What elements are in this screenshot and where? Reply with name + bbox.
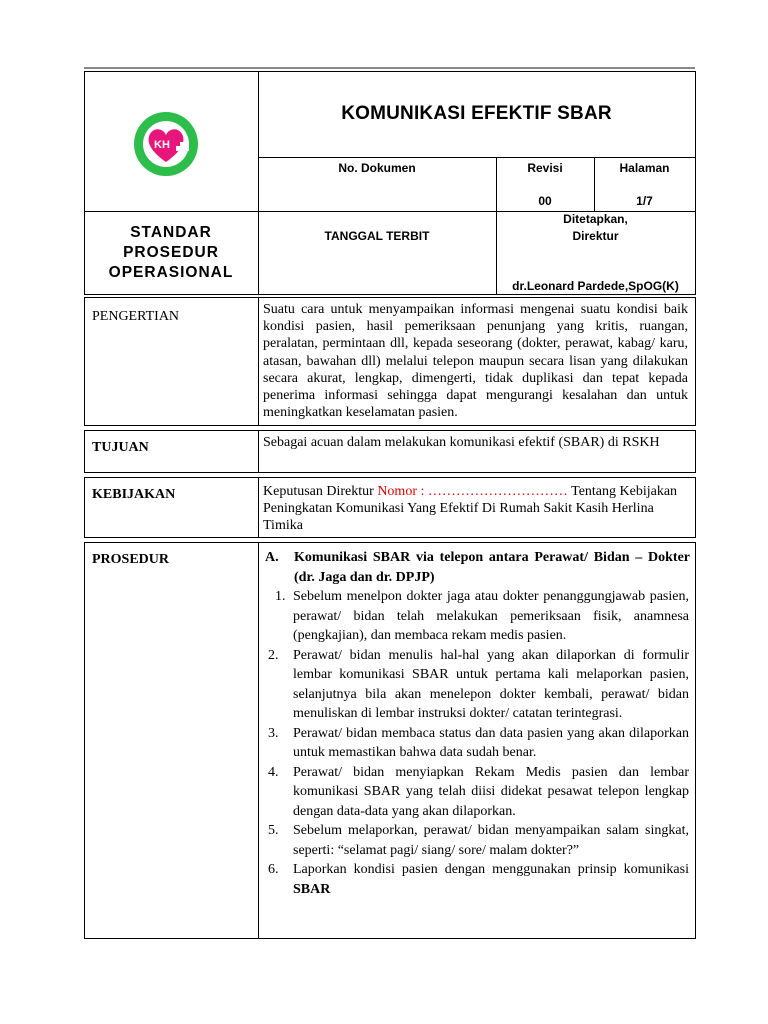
kebijakan-text-before: Keputusan Direktur	[263, 484, 378, 499]
header-bottom-border	[84, 294, 696, 295]
prosedur-step-list	[265, 587, 689, 899]
prosedur-step	[265, 821, 689, 860]
tujuan-bottom-border	[84, 472, 696, 473]
kebijakan-left-border	[84, 477, 85, 538]
tujuan-text: Sebagai acuan dalam melakukan komunikasi efektif (SBAR) di RSKH	[263, 435, 660, 450]
kebijakan-col-divider	[258, 477, 259, 538]
prosedur-step-text: Perawat/ bidan membaca status dan data pasien yang akan dilaporkan untuk memastikan bahwa data sudah benar.	[293, 725, 689, 760]
prosedur-step-text: Perawat/ bidan menulis hal-hal yang akan dilaporkan di formulir lembar komunikasi SBAR untuk pertama kali melaporkan pasien, selanjutnya bila akan menelepon dokter kembali, perawat/ bidan menuliskan di lembar instruksi dokter/ catatan terintegrasi.	[293, 647, 689, 721]
halaman-value: 1/7	[636, 194, 653, 208]
prosedur-top-border	[84, 542, 696, 543]
direktur-label: Direktur	[572, 229, 619, 243]
kebijakan-nomor-dots: …………………………	[427, 484, 568, 499]
prosedur-step-number: 5.	[268, 823, 279, 838]
prosedur-step-text: Sebelum melaporkan, perawat/ bidan menyampaikan salam singkat, seperti: “selamat pagi/ siang/ sore/ malam dokter?”	[293, 823, 689, 858]
tujuan-top-border	[84, 430, 696, 431]
kebijakan-text	[263, 483, 688, 535]
prosedur-step	[265, 724, 689, 763]
prosedur-step	[265, 763, 689, 822]
tujuan-right-border	[695, 430, 696, 473]
sop-title-line-3: OPERASIONAL	[108, 264, 234, 281]
header-row-divider-1	[258, 157, 695, 158]
direktur-name: dr.Leonard Pardede,SpOG(K)	[512, 279, 679, 293]
revisi-value: 00	[538, 194, 552, 208]
ditetapkan-label: Ditetapkan,	[563, 212, 628, 226]
pengertian-col-divider	[258, 297, 259, 426]
pengertian-label: PENGERTIAN	[92, 309, 180, 324]
kebijakan-label: KEBIJAKAN	[92, 487, 176, 502]
no-dokumen-label: No. Dokumen	[338, 161, 416, 175]
prosedur-step-number: 4.	[268, 764, 279, 780]
tujuan-col-divider	[258, 430, 259, 473]
prosedur-heading-text: Komunikasi SBAR via telepon antara Perawat/ Bidan – Dokter (dr. Jaga dan dr. DPJP)	[294, 550, 690, 585]
prosedur-step-text: Sebelum menelpon dokter jaga atau dokter penanggungjawab pasien, perawat/ bidan telah melakukan pemeriksaan fisik, anamnesa (pengkajian), dan membaca rekam medis pasien.	[293, 589, 689, 643]
kebijakan-nomor-label: Nomor :	[377, 484, 428, 499]
pengertian-text: Suatu cara untuk menyampaikan informasi mengenai suatu kondisi baik kondisi pasien, hasil pemeriksaan penunjang yang kritis, ruangan, peralatan, permintaan dll, kepada seseorang (dokter, perawat, kabag/ karu, atasan, bawahan dll) melalui telepon maupun secara lisan yang dilakukan secara akurat, lengkap, dimengerti, tidak duplikasi dan tepat kepada penerima informasi sehingga dapat mengurangi kesalahan dan untuk meningkatkan keselamatan pasien.	[263, 302, 688, 421]
prosedur-col-divider	[258, 542, 259, 939]
header-top-border	[84, 71, 696, 72]
document-title: KOMUNIKASI EFEKTIF SBAR	[341, 103, 612, 124]
revisi-label: Revisi	[527, 161, 563, 175]
prosedur-step-number: 1.	[275, 589, 286, 604]
prosedur-label: PROSEDUR	[92, 552, 170, 567]
pengertian-bottom-border	[84, 425, 696, 426]
prosedur-left-border	[84, 542, 85, 939]
prosedur-step	[265, 860, 689, 899]
prosedur-step-text: Laporkan kondisi pasien dengan menggunakan prinsip komunikasi	[293, 862, 689, 877]
prosedur-step-sbar-bold: SBAR	[293, 881, 331, 897]
pengertian-top-border	[84, 297, 696, 298]
hospital-logo	[132, 110, 200, 178]
halaman-label: Halaman	[619, 161, 670, 175]
top-rule	[84, 67, 695, 69]
tujuan-left-border	[84, 430, 85, 473]
prosedur-step-number: 3.	[268, 725, 279, 741]
kebijakan-top-border	[84, 477, 696, 478]
pengertian-left-border	[84, 297, 85, 426]
pengertian-right-border	[695, 297, 696, 426]
kebijakan-bottom-border	[84, 537, 696, 538]
header-right-border	[695, 71, 696, 295]
tanggal-terbit-label: TANGGAL TERBIT	[324, 229, 430, 243]
kebijakan-text-after: Tentang Kebijakan Peningkatan Komunikasi Yang Efektif Di Rumah Sakit Kasih Herlina Timika	[263, 484, 678, 534]
prosedur-heading	[265, 548, 690, 587]
prosedur-step-number: 6.	[268, 862, 279, 877]
sop-title-line-2: PROSEDUR	[123, 244, 219, 261]
logo-text: KH	[154, 139, 170, 151]
prosedur-step	[265, 587, 689, 646]
prosedur-step	[265, 646, 689, 724]
prosedur-right-border	[695, 542, 696, 939]
prosedur-bottom-border	[84, 938, 696, 939]
tujuan-label: TUJUAN	[92, 440, 149, 455]
sop-title	[84, 223, 258, 283]
sop-title-line-1: STANDAR	[130, 224, 212, 241]
prosedur-step-text: Perawat/ bidan menyiapkan Rekam Medis pasien dan lembar komunikasi SBAR yang telah diisi didekat pesawat telepon lengkap dengan data-data yang akan dilaporkan.	[293, 764, 689, 819]
prosedur-heading-marker: A.	[265, 550, 279, 565]
prosedur-step-number: 2.	[268, 647, 279, 663]
kebijakan-right-border	[695, 477, 696, 538]
